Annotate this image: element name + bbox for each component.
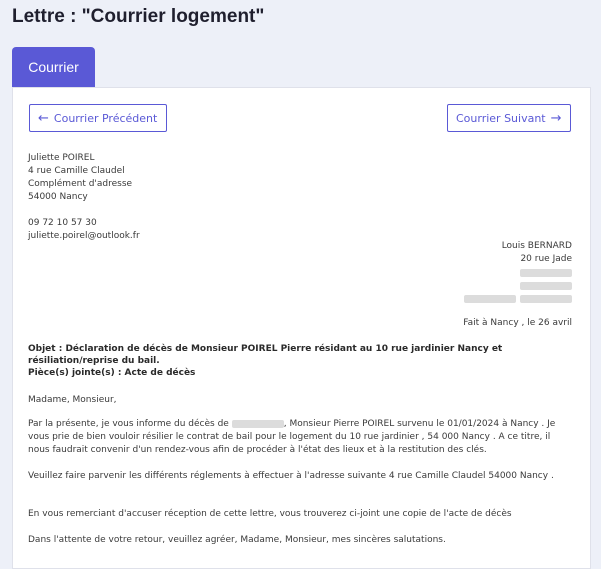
recipient-block bbox=[464, 240, 572, 305]
sender-email: juliette.poirel@outlook.fr bbox=[28, 231, 140, 241]
attachments-line: Pièce(s) jointe(s) : Acte de décès bbox=[28, 368, 196, 378]
sender-address1: 4 rue Camille Claudel bbox=[28, 166, 125, 176]
previous-letter-button[interactable] bbox=[29, 104, 167, 132]
recipient-name: Louis BERNARD bbox=[501, 241, 572, 251]
redacted-field bbox=[464, 295, 516, 303]
redacted-field bbox=[232, 420, 284, 428]
subject-line: Objet : Déclaration de décès de Monsieur POIREL Pierre résidant au 10 rue jardinier Nancy et résiliation/reprise du bail. bbox=[28, 344, 503, 366]
arrow-left-icon: ← bbox=[38, 110, 49, 126]
previous-letter-label: Courrier Précédent bbox=[53, 111, 158, 125]
sender-address2: Complément d'adresse bbox=[28, 179, 133, 189]
letter-card bbox=[12, 87, 591, 569]
sender-phone: 09 72 10 57 30 bbox=[28, 218, 97, 228]
next-letter-button[interactable] bbox=[447, 104, 571, 132]
sender-name: Juliette POIREL bbox=[28, 153, 95, 163]
recipient-address1: 20 rue Jade bbox=[520, 254, 572, 264]
paragraph-1-end: , Monsieur Pierre POIREL survenu le 01/01/2024 à Nancy . Je vous prie de bien vouloir résilier le contrat de bail pour le logement du 10 rue jardinier , 54 000 Nancy . A ce titre, il nous faudrait convenir d'un rendez-vous afin de procéder à l'état des lieux et à la restitution des clés. bbox=[28, 419, 556, 455]
redacted-field bbox=[520, 282, 572, 290]
letter-paragraph-2: Veuillez faire parvenir les différents réglements à effectuer à l'adresse suivante 4 rue Camille Claudel 54000 Nancy . bbox=[28, 471, 554, 481]
sender-block bbox=[28, 152, 140, 243]
letter-paragraph-4: Dans l'attente de votre retour, veuillez agréer, Madame, Monsieur, mes sincères salutations. bbox=[28, 535, 446, 545]
arrow-right-icon: → bbox=[550, 110, 562, 126]
redacted-field bbox=[520, 295, 572, 303]
next-letter-label: Courrier Suivant bbox=[456, 111, 546, 125]
date-line: Fait à Nancy , le 26 avril bbox=[463, 318, 572, 328]
letter-paragraph-3: En vous remerciant d'accuser réception de cette lettre, vous trouverez ci-joint une copie de l'acte de décès bbox=[28, 509, 512, 519]
salutation: Madame, Monsieur, bbox=[28, 395, 117, 405]
letter-paragraph-1 bbox=[28, 418, 573, 457]
paragraph-1-start: Par la présente, je vous informe du décès de bbox=[28, 419, 229, 429]
sender-city: 54000 Nancy bbox=[28, 192, 88, 202]
page-title: Lettre : "Courrier logement" bbox=[12, 6, 265, 27]
redacted-field bbox=[520, 269, 572, 277]
tab-courrier[interactable]: Courrier bbox=[12, 47, 95, 87]
subject-block bbox=[28, 343, 573, 379]
